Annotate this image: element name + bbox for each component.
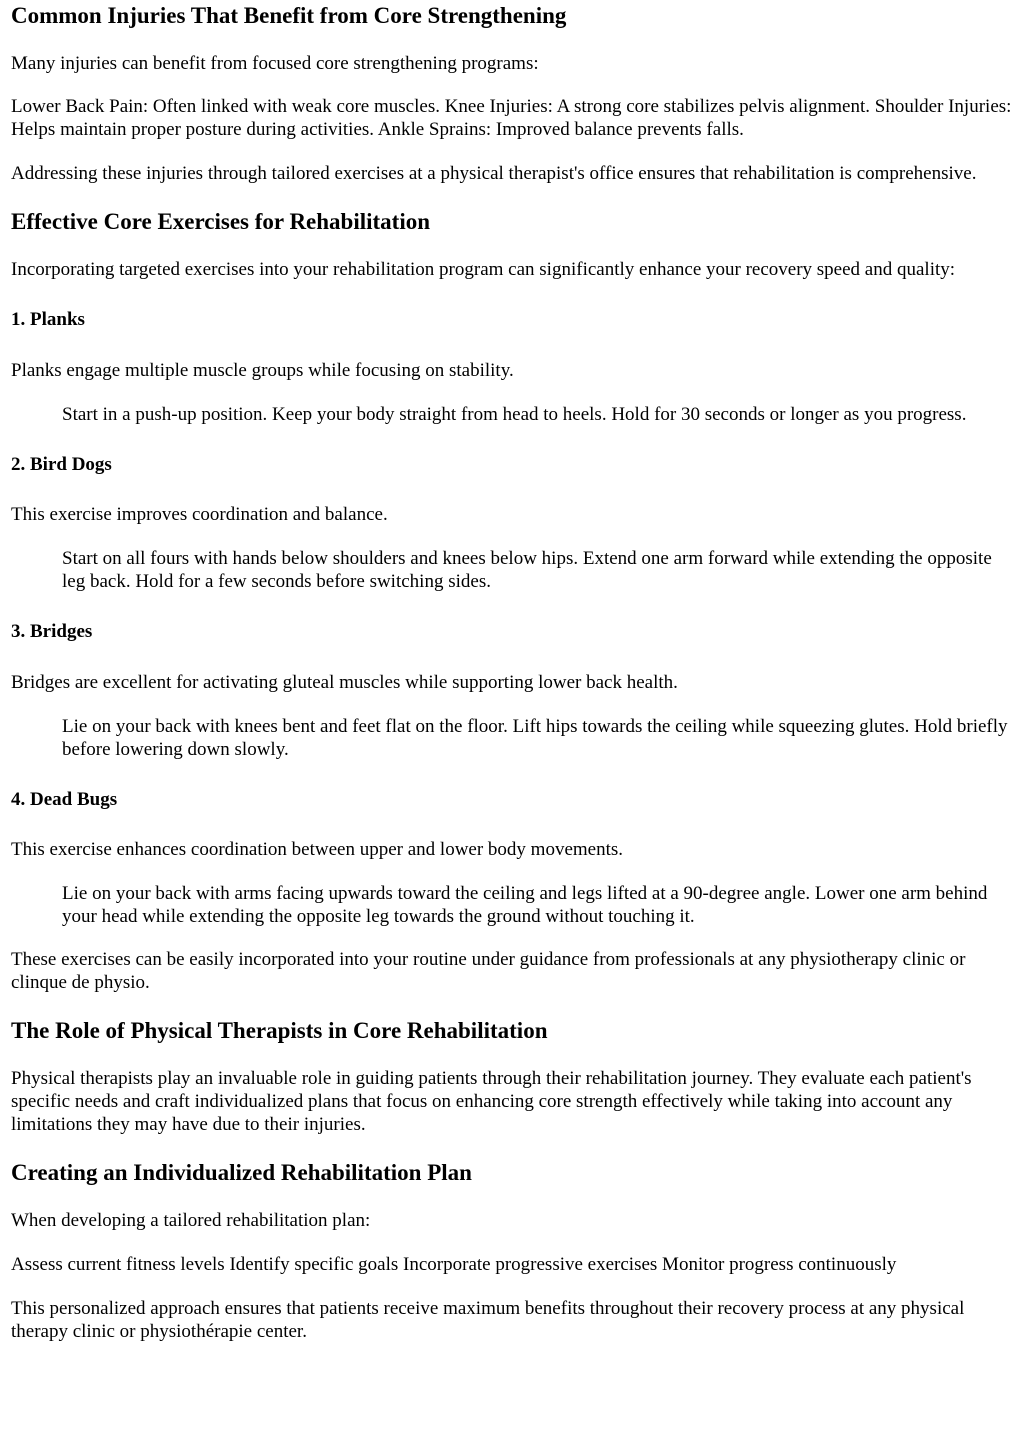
plan-list: Assess current fitness levels Identify specific goals Incorporate progressive exercises Monitor progress continuously (11, 1254, 897, 1275)
plan-closing: This personalized approach ensures that patients receive maximum benefits throughout their recovery process at any physical therapy clinic or physiothérapie center. (11, 1298, 965, 1342)
exercises-intro: Incorporating targeted exercises into your rehabilitation program can significantly enhance your recovery speed and quality: (11, 259, 956, 280)
exercise-description: This exercise enhances coordination between upper and lower body movements. (11, 839, 624, 860)
exercise-steps: Lie on your back with arms facing upwards toward the ceiling and legs lifted at a 90-degree angle. Lower one arm behind your head while extending the opposite leg towards the ground without touching it. (62, 883, 988, 927)
exercise-title: 1. Planks (11, 309, 85, 330)
exercise-title: 2. Bird Dogs (11, 454, 112, 475)
exercise-description: Planks engage multiple muscle groups while focusing on stability. (11, 360, 514, 381)
exercises-heading: Effective Core Exercises for Rehabilitation (11, 209, 431, 234)
exercise-steps: Start in a push-up position. Keep your body straight from head to heels. Hold for 30 seconds or longer as you progress. (62, 404, 967, 425)
exercise-description: This exercise improves coordination and balance. (11, 504, 388, 525)
injuries-heading: Common Injuries That Benefit from Core Strengthening (11, 3, 567, 28)
exercise-title: 3. Bridges (11, 621, 93, 642)
exercise-steps: Lie on your back with knees bent and feet flat on the floor. Lift hips towards the ceiling while squeezing glutes. Hold briefly before lowering down slowly. (62, 716, 1008, 760)
exercise-title: 4. Dead Bugs (11, 789, 118, 810)
exercises-closing: These exercises can be easily incorporated into your routine under guidance from professionals at any physiotherapy clinic or clinque de physio. (11, 949, 966, 993)
plan-heading: Creating an Individualized Rehabilitation Plan (11, 1160, 472, 1185)
injuries-list: Lower Back Pain: Often linked with weak core muscles. Knee Injuries: A strong core stabilizes pelvis alignment. Shoulder Injuries: Helps maintain proper posture during activities. Ankle Sprains: Improved balance prevents falls. (11, 96, 1012, 140)
plan-intro: When developing a tailored rehabilitation plan: (11, 1210, 371, 1231)
role-heading: The Role of Physical Therapists in Core Rehabilitation (11, 1018, 548, 1043)
article (0, 2, 1024, 1343)
injuries-closing: Addressing these injuries through tailored exercises at a physical therapist's office ensures that rehabilitation is comprehensive. (11, 163, 977, 184)
role-body: Physical therapists play an invaluable role in guiding patients through their rehabilitation journey. They evaluate each patient's specific needs and craft individualized plans that focus on enhancing core strength effectively while taking into account any limitations they may have due to their injuries. (11, 1068, 972, 1135)
injuries-intro: Many injuries can benefit from focused core strengthening programs: (11, 53, 539, 74)
exercise-steps: Start on all fours with hands below shoulders and knees below hips. Extend one arm forward while extending the opposite leg back. Hold for a few seconds before switching sides. (62, 548, 992, 592)
exercise-description: Bridges are excellent for activating gluteal muscles while supporting lower back health. (11, 672, 678, 693)
